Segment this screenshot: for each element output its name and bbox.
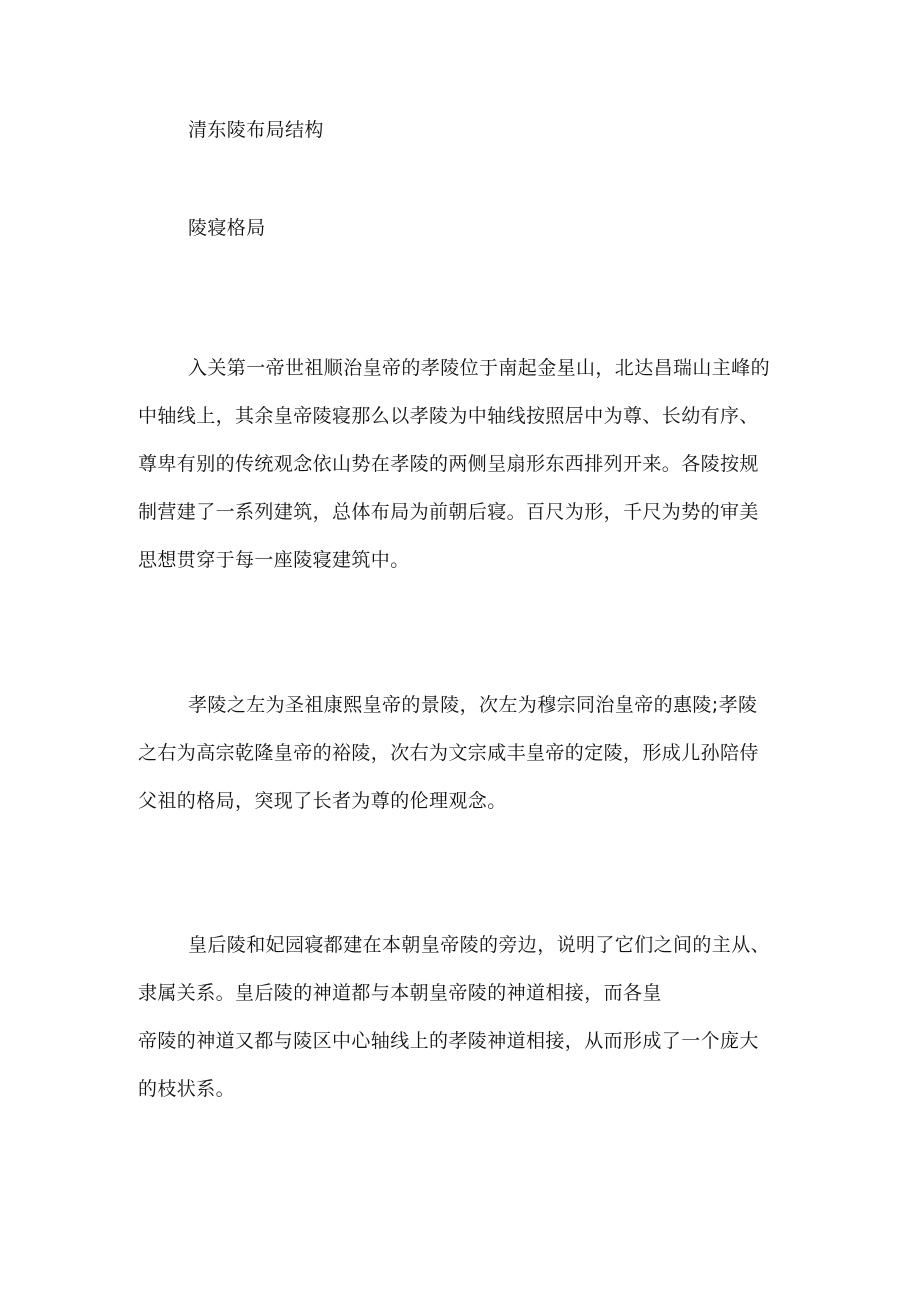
paragraph-line: 帝陵的神道又都与陵区中心轴线上的孝陵神道相接，从而形成了一个庞大	[138, 1030, 759, 1052]
paragraph-line: 隶属关系。皇后陵的神道都与本朝皇帝陵的神道相接，而各皇	[138, 982, 662, 1004]
paragraph-line: 孝陵之左为圣祖康熙皇帝的景陵，次左为穆宗同治皇帝的惠陵;孝陵	[188, 694, 758, 716]
paragraph-line: 之右为高宗乾隆皇帝的裕陵，次右为文宗咸丰皇帝的定陵，形成儿孙陪侍	[138, 742, 759, 764]
section-heading: 陵寝格局	[188, 217, 266, 239]
paragraph-line: 思想贯穿于每一座陵寝建筑中。	[138, 549, 410, 571]
paragraph-line: 尊卑有别的传统观念依山势在孝陵的两侧呈扇形东西排列开来。各陵按规	[138, 453, 759, 475]
paragraph-line: 的枝状系。	[138, 1078, 236, 1100]
paragraph-line: 入关第一帝世祖顺治皇帝的孝陵位于南起金星山，北达昌瑞山主峰的	[188, 357, 771, 379]
paragraph-line: 父祖的格局，突现了长者为尊的伦理观念。	[138, 790, 507, 812]
document-title: 清东陵布局结构	[188, 119, 324, 141]
paragraph-line: 皇后陵和妃园寝都建在本朝皇帝陵的旁边，说明了它们之间的主从、	[188, 934, 771, 956]
paragraph-line: 制营建了一系列建筑，总体布局为前朝后寝。百尺为形，千尺为势的审美	[138, 501, 759, 523]
paragraph-line: 中轴线上，其余皇帝陵寝那么以孝陵为中轴线按照居中为尊、长幼有序、	[138, 405, 759, 427]
